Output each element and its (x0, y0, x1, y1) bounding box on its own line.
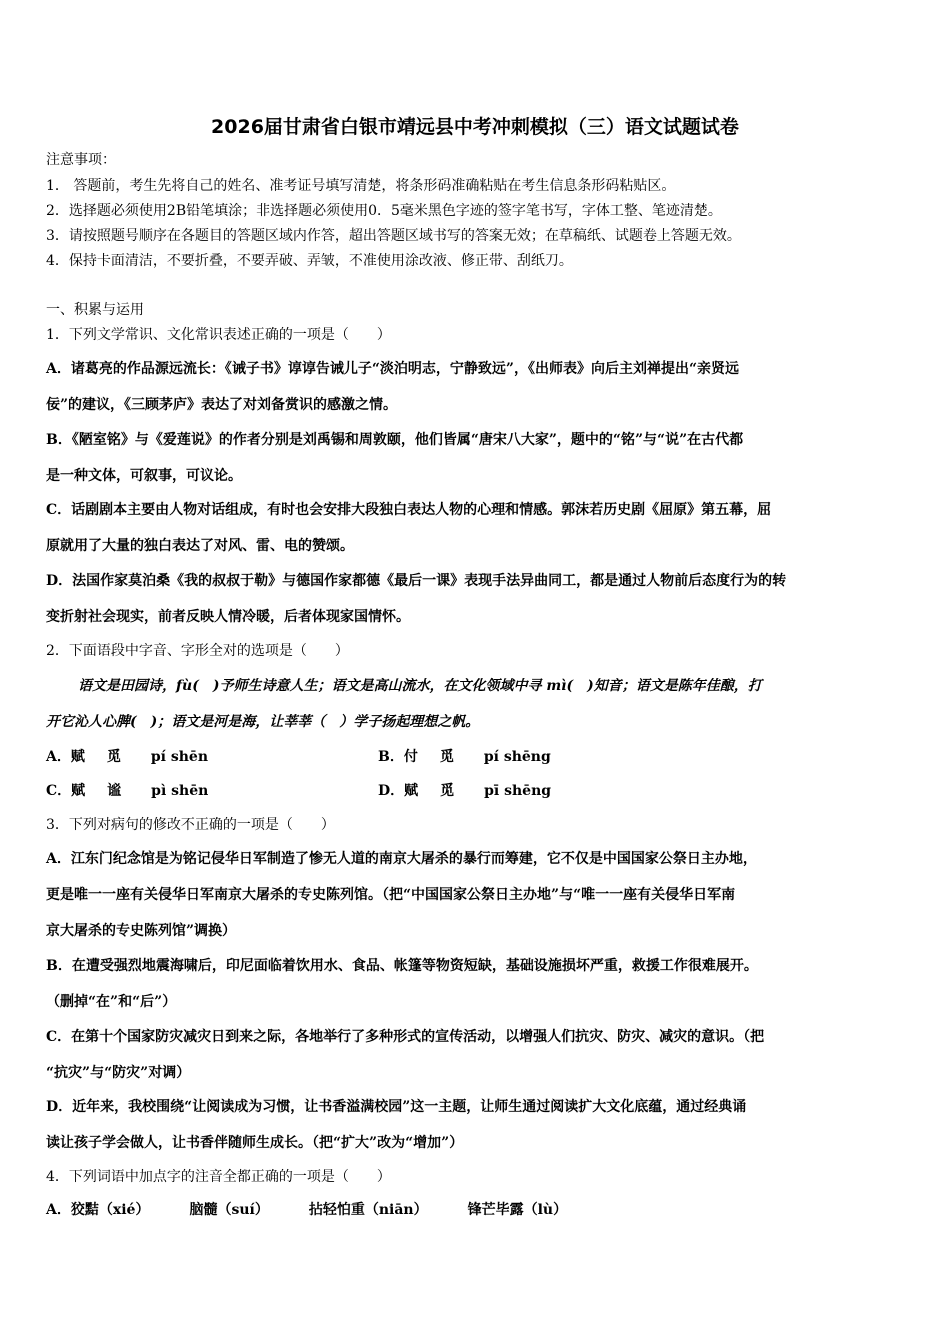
option-word: 脑髓（suí） (189, 1202, 269, 1218)
q2-option-d (378, 781, 551, 801)
option-word: 觅 (106, 749, 121, 765)
q3-option-c: C．在第十个国家防灾减灾日到来之际，各地举行了多种形式的宣传活动，以增强人们抗灾、防灾、减灾的意识。（把 (46, 1029, 765, 1045)
q1-option-b-cont: 是一种文体，可叙事，可议论。 (46, 468, 242, 484)
q1-option-c: C．话剧剧本主要由人物对话组成，有时也会安排大段独白表达人物的心理和情感。郭沫若历史剧《屈原》第五幕，屈 (46, 502, 772, 518)
option-word: 锋芒毕露（lù） (467, 1202, 568, 1218)
notice-item: 4．保持卡面清洁，不要折叠，不要弄破、弄皱，不准使用涂改液、修正带、刮纸刀。 (46, 253, 573, 269)
q3-option-d-cont: 读让孩子学会做人，让书香伴随师生成长。（把“扩大”改为“增加”） (46, 1135, 464, 1151)
option-word: 赋 (71, 783, 86, 799)
option-pinyin: pī shēng (484, 783, 552, 799)
question-2-stem: 2．下面语段中字音、字形全对的选项是（ ） (46, 643, 349, 659)
q4-option-a (46, 1200, 567, 1220)
q3-option-b: B．在遭受强烈地震海啸后，印尼面临着饮用水、食品、帐篷等物资短缺，基础设施损坏严重，救援工作很难展开。 (46, 958, 758, 974)
option-word: 谧 (107, 783, 122, 799)
q1-option-d: D．法国作家莫泊桑《我的叔叔于勒》与德国作家都德《最后一课》表现手法异曲同工，都是通过人物前后态度行为的转 (46, 573, 787, 589)
q1-option-a-cont: 佞”的建议，《三顾茅庐》表达了对刘备赏识的感激之情。 (46, 397, 398, 413)
option-word: 付 (403, 749, 418, 765)
option-word: 拈轻怕重（niān） (308, 1202, 428, 1218)
q3-option-a-cont: 更是唯一一座有关侵华日军南京大屠杀的专史陈列馆。（把“中国国家公祭日主办地”与“唯一一座有关侵华日军南 (46, 887, 736, 903)
q2-option-b (378, 747, 551, 767)
q2-passage: 语文是田园诗，fù( )予师生诗意人生；语文是高山流水，在文化领域中寻 mì( )知音；语文是陈年佳酿，打 (78, 678, 762, 694)
q3-option-a-cont: 京大屠杀的专史陈列馆”调换） (46, 923, 237, 939)
option-letter: D． (378, 783, 405, 799)
option-letter: C． (46, 783, 72, 799)
option-pinyin: pí shēng (483, 749, 551, 765)
exam-title: 2026届甘肃省白银市靖远县中考冲刺模拟（三）语文试题试卷 (211, 116, 739, 138)
q1-option-b: B．《陋室铭》与《爱莲说》的作者分别是刘禹锡和周敦颐，他们皆属“唐宋八大家”，题中的“铭”与“说”在古代都 (46, 432, 744, 448)
question-1-stem: 1．下列文学常识、文化常识表述正确的一项是（ ） (46, 327, 391, 343)
option-letter: A． (46, 749, 71, 765)
q3-option-c-cont: “抗灾”与“防灾”对调） (46, 1065, 191, 1081)
option-word: 狡黠（xié） (70, 1202, 150, 1218)
q2-passage-cont: 开它沁人心脾( )；语文是河是海，让莘莘（ ）学子扬起理想之帆。 (46, 714, 480, 730)
notice-item: 2．选择题必须使用2B铅笔填涂；非选择题必须使用0．5毫米黑色字迹的签字笔书写，字体工整、笔迹清楚。 (46, 203, 722, 219)
option-letter: A． (46, 1202, 71, 1218)
q1-option-d-cont: 变折射社会现实，前者反映人情冷暖，后者体现家国情怀。 (46, 609, 410, 625)
notice-heading: 注意事项： (46, 152, 116, 168)
option-word: 赋 (404, 783, 419, 799)
question-4-stem: 4．下列词语中加点字的注音全都正确的一项是（ ） (46, 1169, 391, 1185)
q1-option-c-cont: 原就用了大量的独白表达了对风、雷、电的赞颂。 (46, 538, 354, 554)
option-word: 觅 (440, 783, 455, 799)
option-word: 觅 (439, 749, 454, 765)
q3-option-d: D．近年来，我校围绕“让阅读成为习惯，让书香溢满校园”这一主题，让师生通过阅读扩大文化底蕴，通过经典诵 (46, 1099, 747, 1115)
notice-item: 1． 答题前，考生先将自己的姓名、准考证号填写清楚，将条形码准确粘贴在考生信息条形码粘贴区。 (46, 178, 676, 194)
option-letter: B． (378, 749, 404, 765)
question-3-stem: 3．下列对病句的修改不正确的一项是（ ） (46, 817, 335, 833)
q2-option-c (46, 781, 208, 801)
option-pinyin: pí shēn (150, 749, 209, 765)
q3-option-a: A．江东门纪念馆是为铭记侵华日军制造了惨无人道的南京大屠杀的暴行而筹建，它不仅是中国国家公祭日主办地， (46, 851, 757, 867)
q3-option-b-cont: （删掉“在”和“后”） (46, 994, 177, 1010)
section-heading: 一、积累与运用 (46, 302, 144, 318)
q2-option-a (46, 747, 208, 767)
option-pinyin: pì shēn (151, 783, 209, 799)
notice-item: 3．请按照题号顺序在各题目的答题区域内作答，超出答题区域书写的答案无效；在草稿纸、试题卷上答题无效。 (46, 228, 741, 244)
q1-option-a: A．诸葛亮的作品源远流长：《诫子书》谆谆告诫儿子“淡泊明志，宁静致远”，《出师表》向后主刘禅提出“亲贤远 (46, 361, 740, 377)
option-word: 赋 (70, 749, 85, 765)
